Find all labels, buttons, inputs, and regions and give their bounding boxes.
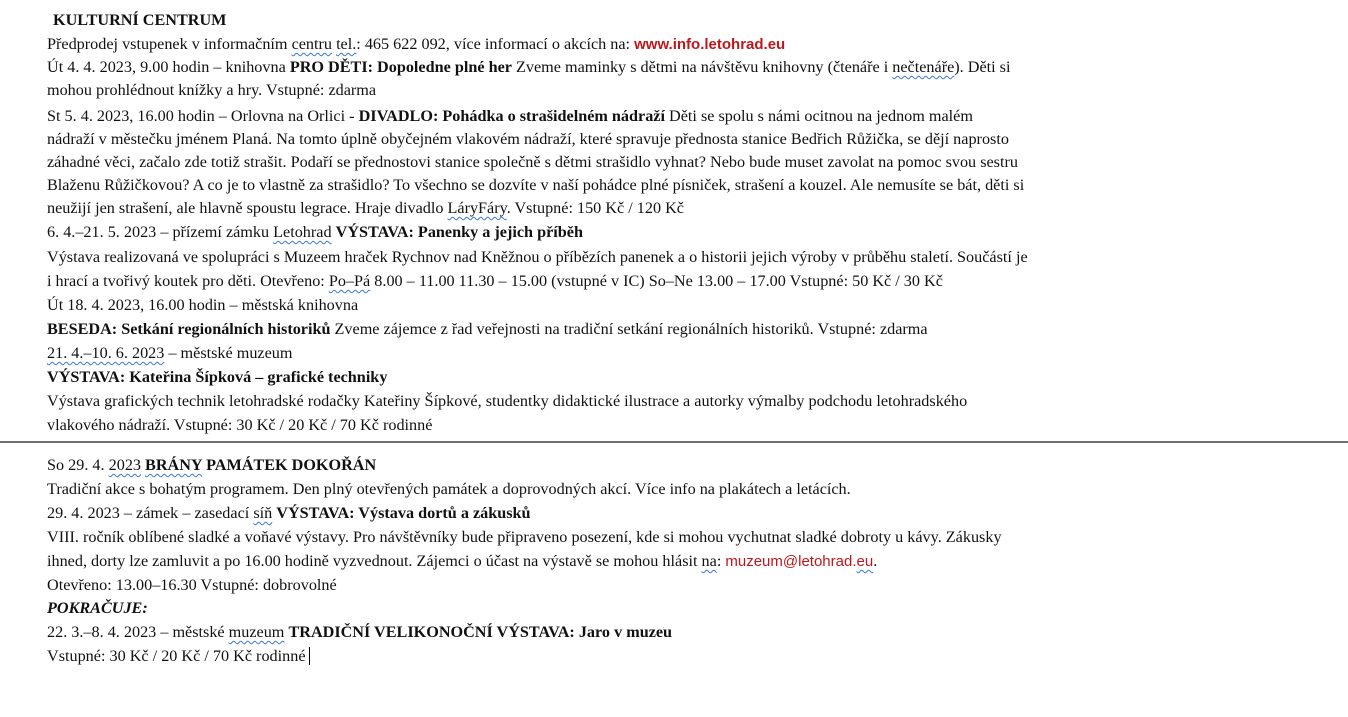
section-heading: KULTURNÍ CENTRUM — [53, 11, 227, 29]
event-line: So 29. 4. 2023 BRÁNY PAMÁTEK DOKOŘÁN — [47, 456, 377, 474]
spellcheck-word: muzeum — [228, 623, 285, 641]
event-line: záhadné věci, začalo zde totiž strašit. Podaří se přednostovi stanice společně s dětmi strašidlo vyhnat? Nebo bude muset zavolat na pomoc svou sestru — [47, 153, 1018, 171]
section-divider — [0, 441, 1348, 443]
spellcheck-word: síň — [253, 504, 273, 522]
event-title: PAMÁTEK DOKOŘÁN — [202, 456, 377, 474]
event-line: i hrací a tvořivý koutek pro děti. Otevřeno: Po–Pá 8.00 – 11.00 11.30 – 15.00 (vstupné v IC) So–Ne 13.00 – 17.00 Vstupné: 50 Kč / 30 Kč — [47, 272, 943, 290]
presale-info: Předprodej vstupenek v informačním centru tel.: 465 622 092, více informací o akcích na: www.info.letohrad.eu — [47, 35, 786, 53]
event-line: nádraží v městečku jménem Planá. Na tomto úplně obyčejném vlakovém nádraží, které spravuje přednosta stanice Bedřich Růžička, se dějí naprosto — [47, 130, 1009, 148]
event-title: PRO DĚTI: Dopoledne plné her — [289, 58, 512, 76]
event-line: Výstava grafických technik letohradské rodačky Kateřiny Šípkové, studentky didaktické ilustrace a autorky výmalby podchodu letohradského — [47, 392, 968, 410]
event-line: Út 18. 4. 2023, 16.00 hodin – městská knihovna — [47, 296, 359, 314]
event-line: Út 4. 4. 2023, 9.00 hodin – knihovna PRO DĚTI: Dopoledne plné her Zveme maminky s dětmi na návštěvu knihovny (čtenáře i nečtenáře). Děti si — [47, 58, 1011, 76]
event-line: neužijí jen strašení, ale hlavně spoustu legrace. Hraje divadlo LáryFáry. Vstupné: 150 Kč / 120 Kč — [47, 199, 684, 217]
event-line: St 5. 4. 2023, 16.00 hodin – Orlovna na Orlici - DIVADLO: Pohádka o strašidelném nádraží Děti se spolu s námi ocitnou na jednom malém — [47, 107, 973, 125]
continues-heading: POKRAČUJE: — [47, 599, 148, 617]
spellcheck-word: na — [701, 552, 717, 570]
event-line: VIII. ročník oblíbené sladké a voňavé výstavy. Pro návštěvníky bude připraveno posezení, kde si mohou vychutnat sladké dobroty u kávy. Zákusky — [47, 528, 1002, 546]
spellcheck-word: tel. — [336, 35, 357, 53]
spellcheck-word: LáryFáry — [447, 199, 507, 217]
event-line: Blaženu Růžičkovou? A co je to vlastně za strašidlo? To všechno se dozvíte v naší pohádce plné písniček, strašení a kouzel. Ale nemusíte se bát, děti si — [47, 176, 1025, 194]
event-line: 6. 4.–21. 5. 2023 – přízemí zámku Letohrad VÝSTAVA: Panenky a jejich příběh — [47, 223, 583, 241]
spellcheck-word: Letohrad — [273, 223, 332, 241]
email-link[interactable]: muzeum@letohrad.eu — [725, 553, 874, 570]
event-title: DIVADLO: Pohádka o strašidelném nádraží — [358, 107, 665, 125]
event-line: mohou prohlédnout knížky a hry. Vstupné: zdarma — [47, 81, 377, 99]
event-line: Vstupné: 30 Kč / 20 Kč / 70 Kč rodinné — [47, 645, 310, 667]
event-line: 21. 4.–10. 6. 2023 – městské muzeum — [47, 344, 293, 362]
event-line: BESEDA: Setkání regionálních historiků Zveme zájemce z řad veřejnosti na tradiční setkání regionálních historiků. Vstupné: zdarma — [47, 320, 928, 338]
spellcheck-word: 21. 4.–10. 6. 2023 — [47, 344, 165, 362]
event-title: VÝSTAVA: Výstava dortů a zákusků — [276, 504, 531, 522]
spellcheck-word: centru — [291, 35, 333, 53]
event-title: BESEDA: Setkání regionálních historiků — [47, 320, 331, 338]
event-line: Otevřeno: 13.00–16.30 Vstupné: dobrovolné — [47, 576, 337, 594]
event-line: Tradiční akce s bohatým programem. Den plný otevřených památek a doprovodných akcí. Více info na plakátech a letácích. — [47, 480, 851, 498]
text-cursor — [309, 647, 311, 665]
event-title: BRÁNY — [145, 456, 203, 474]
spellcheck-word: Po–Pá — [328, 272, 371, 290]
event-title: TRADIČNÍ VELIKONOČNÍ VÝSTAVA: Jaro v muzeu — [288, 623, 673, 641]
event-title: VÝSTAVA: Kateřina Šípková – grafické techniky — [47, 368, 388, 386]
event-line: 22. 3.–8. 4. 2023 – městské muzeum TRADIČNÍ VELIKONOČNÍ VÝSTAVA: Jaro v muzeu — [47, 623, 673, 641]
event-line: vlakového nádraží. Vstupné: 30 Kč / 20 Kč / 70 Kč rodinné — [47, 416, 433, 434]
event-title: VÝSTAVA: Panenky a jejich příběh — [335, 223, 583, 241]
event-line: 29. 4. 2023 – zámek – zasedací síň VÝSTAVA: Výstava dortů a zákusků — [47, 504, 531, 522]
event-line: ihned, dorty lze zamluvit a po 16.00 hodině vyzvednout. Zájemci o účast na výstavě se mohou hlásit na: muzeum@letohrad.eu. — [47, 552, 878, 570]
spellcheck-word: nečtenáře — [892, 58, 955, 76]
spellcheck-word: 2023 — [108, 456, 141, 474]
website-link[interactable]: www.info.letohrad.eu — [634, 36, 786, 53]
event-line: Výstava realizovaná ve spolupráci s Muzeem hraček Rychnov nad Kněžnou o příbězích panenek a o historii jejich výroby v průběhu staletí. Součástí je — [47, 248, 1028, 266]
